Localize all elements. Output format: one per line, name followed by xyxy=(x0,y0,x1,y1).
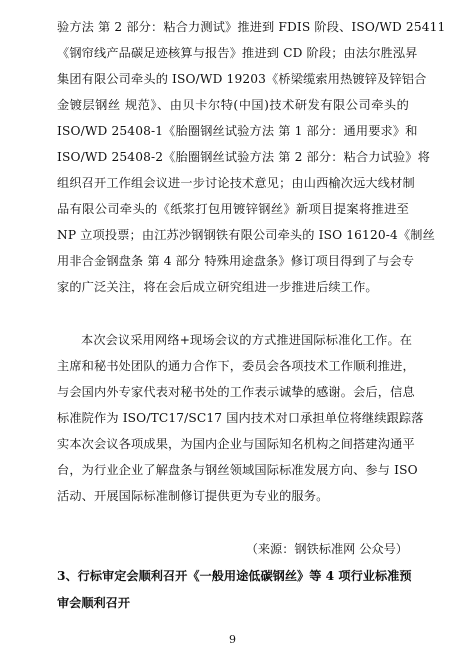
paragraph-line: 金镀层钢丝 规范》、由贝卡尔特(中国)技术研发有限公司牵头的 xyxy=(57,98,409,112)
paragraph-line: 《钢帘线产品碳足迹核算与报告》推进到 CD 阶段；由法尔胜泓昇 xyxy=(57,46,418,60)
paragraph-line: NP 立项投票；由江苏沙钢钢铁有限公司牵头的 ISO 16120-4《制丝 xyxy=(57,228,435,242)
paragraph-line: ISO/WD 25408-2《胎圈钢丝试验方法 第 2 部分：粘合力试验》将 xyxy=(57,150,430,164)
paragraph-line: 集团有限公司牵头的 ISO/WD 19203《桥梁缆索用热镀锌及锌铝合 xyxy=(57,72,427,86)
paragraph-line: 活动、开展国际标准制修订提供更为专业的服务。 xyxy=(57,489,329,503)
paragraph-line: 实本次会议各项成果，为国内企业与国际知名机构之间搭建沟通平 xyxy=(57,437,415,451)
section-heading: 审会顺利召开 xyxy=(57,596,131,610)
paragraph-line: 与会国内外专家代表对秘书处的工作表示诚挚的感谢。会后，信息 xyxy=(57,385,415,399)
paragraph-line: 台，为行业企业了解盘条与钢丝领域国际标准发展方向、参与 ISO xyxy=(57,463,418,477)
paragraph-line: 验方法 第 2 部分：粘合力测试》推进到 FDIS 阶段、ISO/WD 25411 xyxy=(57,20,446,34)
page-number: 9 xyxy=(229,633,236,646)
source-note: （来源：钢铁标准网 公众号） xyxy=(245,542,408,556)
paragraph-line: ISO/WD 25408-1《胎圈钢丝试验方法 第 1 部分：通用要求》和 xyxy=(57,124,418,138)
paragraph-line: 用非合金钢盘条 第 4 部分 特殊用途盘条》修订项目得到了与会专 xyxy=(57,254,415,268)
paragraph-line: 组织召开工作组会议进一步讨论技术意见；由山西榆次远大线材制 xyxy=(57,176,415,190)
paragraph-line: 家的广泛关注，将在会后成立研究组进一步推进后续工作。 xyxy=(57,280,378,294)
section-heading: 3、行标审定会顺利召开《一般用途低碳钢丝》等 4 项行业标准预 xyxy=(57,569,412,583)
paragraph-line: 本次会议采用网络+现场会议的方式推进国际标准化工作。在 xyxy=(81,333,413,347)
paragraph-line: 标准院作为 ISO/TC17/SC17 国内技术对口承担单位将继续跟踪落 xyxy=(57,411,424,425)
paragraph-line: 品有限公司牵头的《纸浆打包用镀锌钢丝》新项目提案将推进至 xyxy=(57,202,409,216)
paragraph-line: 主席和秘书处团队的通力合作下，委员会各项技术工作顺利推进， xyxy=(57,359,415,373)
